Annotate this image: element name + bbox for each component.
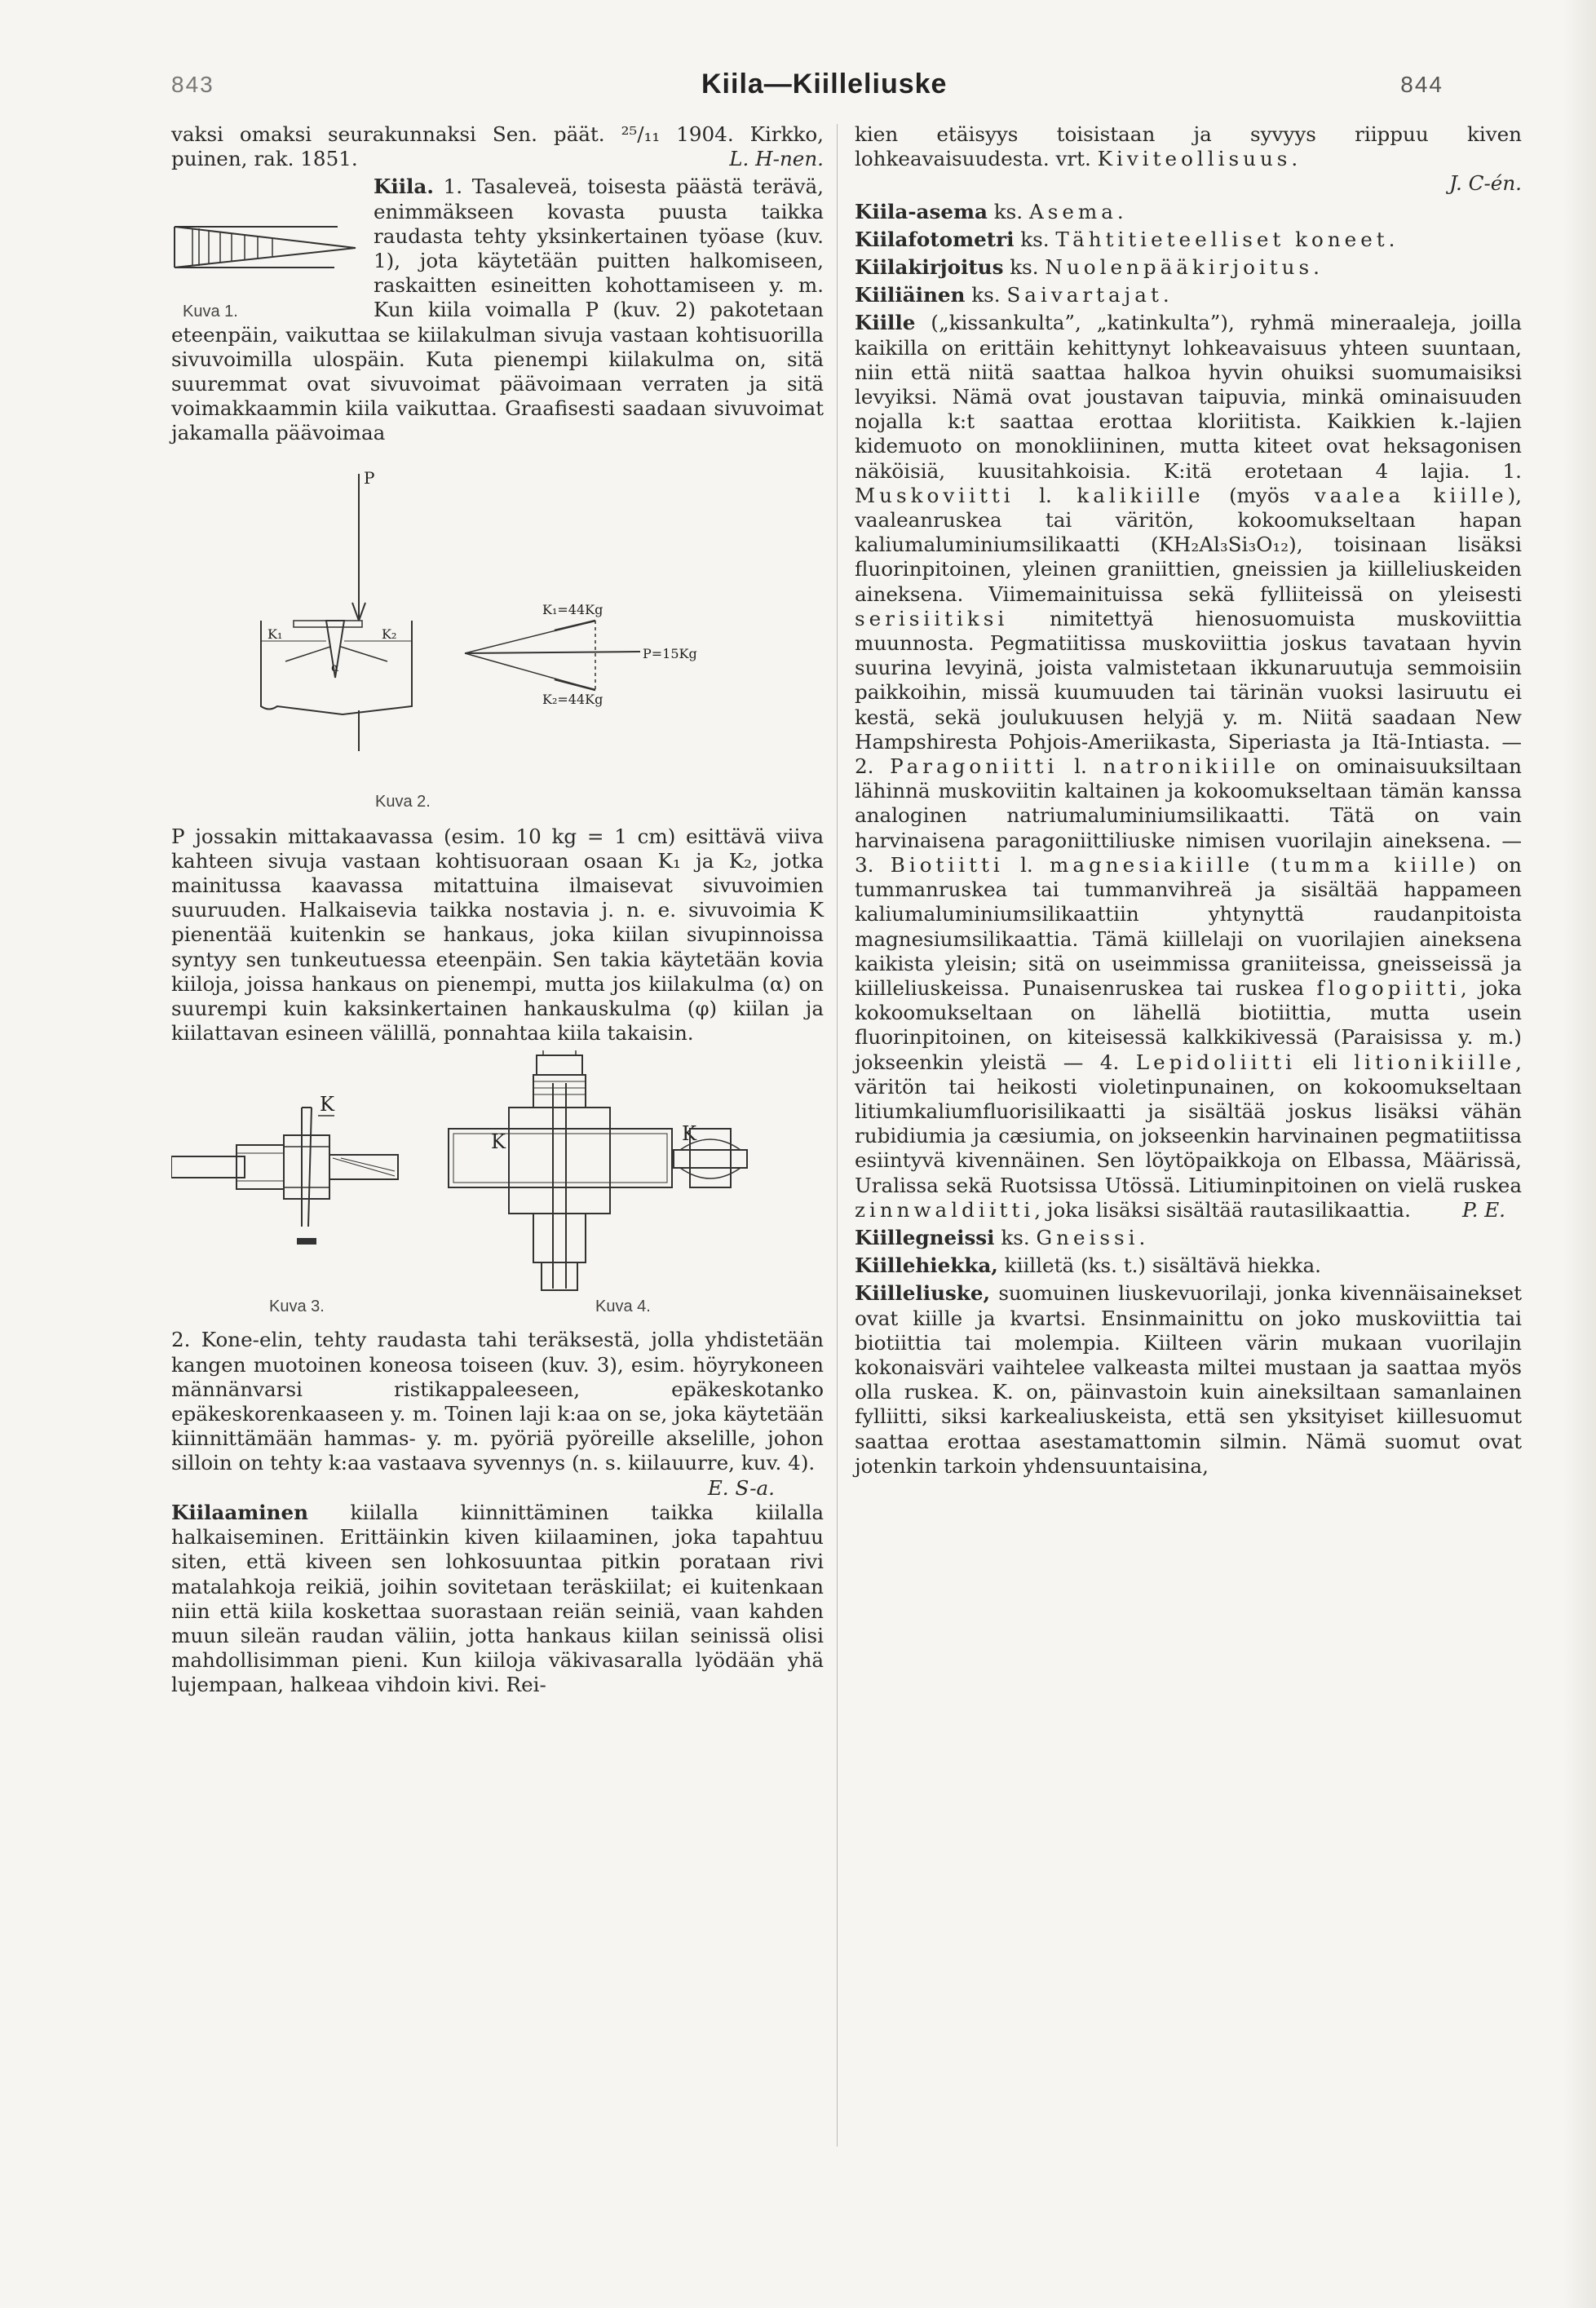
label-k1-value: K₁=44Kg [542, 601, 603, 617]
key-joint-figures [171, 1050, 824, 1320]
term: Lepidoliitti [1135, 1050, 1297, 1074]
figure-4-label-k-right: K [682, 1122, 696, 1146]
entry-text: nimitettyä hienosuomuista muskoviittia muunnosta. Pegmatiitissa muskoviittia joskus tavataan hyvin suurina levyinä, joista valmistetaan ikkunaruutuja semmoisiin paikkoihin, missä kuumuuden tai tärinän vuoksi lasiruutu ei kestä, sekä joulukuusen helyjä y. m. Niitä saadaan New Hampshiresta Pohjois-Ameriikasta, Siperiasta ja Itä-Intiasta. — 2. [855, 606, 1522, 779]
entry-text: (myös [1229, 483, 1290, 507]
term: Muskoviitti [855, 483, 1015, 507]
entry-text: on tummanruskea tai tummanvihreä ja sisältää happameen kaliumaluminiumsilikaattiin yhtynyttä raudanpitoista magnesiumsilikaattia. Tämä kiillelaji on vuorilajien aineksena kaikista yleisin; sitä on useimmissa graniiteissa, gneisseissä ja kiilleliuskeissa. Punaisenruskea tai ruskea [855, 852, 1522, 1000]
right-column [855, 122, 1522, 1479]
entry-text: ks. [971, 283, 1001, 307]
entry-kiille [855, 311, 1522, 1223]
entry-text: l. [1074, 754, 1087, 779]
entry-head: Kiilafotometri [855, 227, 1015, 251]
figure-3-caption: Kuva 3. [269, 1298, 325, 1316]
term: serisiitiksi [855, 606, 1009, 630]
signature: E. S-a. [707, 1475, 775, 1500]
entry-kiila-2 [171, 1328, 824, 1500]
term: Biotiitti [890, 852, 1004, 877]
entry-head: Kiilakirjoitus [855, 255, 1004, 280]
entry-text: on ominaisuuksiltaan lähinnä muskoviitin kaltainen ja kokoomukseltaan tämän kanssa analoginen natriumaluminiumsilikaatti. Tätä on vain harvinaisena paragoniittiliuske nimisen vuorilajin aineksena. — 3. [855, 754, 1522, 877]
entry-head: Kiillehiekka, [855, 1253, 998, 1278]
signature: L. H-nen. [729, 147, 824, 171]
label-alpha: α [331, 661, 339, 674]
entry-text: , joka lisäksi sisältää rautasilikaattia. [1034, 1197, 1411, 1222]
cross-reference: Saivartajat. [1006, 283, 1174, 307]
page-header [171, 69, 1443, 104]
entry-head: Kiila-asema [855, 199, 988, 223]
label-p-value: P=15Kg [643, 645, 697, 661]
entry-head: Kiilleliuske, [855, 1281, 991, 1306]
entry-text: , väritön tai heikosti violetinpunainen, on kokoomukseltaan litiumkaliumfluorisilikaatti ja sisältää joskus lisäksi vähän rubidiumia ja cæsiumia, on jokseenkin harvinainen pegmatiitissa esiintyvä kivennäinen. Sen löytöpaikkoja on Elbassa, Määrissä, Uralissa sekä Ruotsissa Utössä. Litiuminpitoinen on vielä ruskea [855, 1050, 1522, 1197]
entry-continuation [171, 122, 824, 171]
wedge-force-diagram [171, 458, 824, 816]
entry-text: kiilletä (ks. t.) sisältävä hiekka. [1004, 1253, 1321, 1278]
term: Paragoniitti [890, 754, 1059, 779]
term: kalikiille [1077, 483, 1205, 507]
entry-text: 2. Kone-elin, tehty raudasta tahi teräksestä, jolla yhdistetään kangen muotoinen koneosa toiseen (kuv. 3), esim. höyrykoneen männänvarsi ristikappaleeseen, epäkeskotanko epäkeskorenkaaseen y. m. Toinen laji k:aa on se, joka käytetään kiinnittämään hammas- y. m. pyöriä pyöreille akselille, johon silloin on tehty k:aa vastaava syvennys (n. s. kiilauurre, kuv. 4). [171, 1328, 824, 1475]
entry-head: Kiilaaminen [171, 1500, 309, 1524]
entry-kiila-asema [855, 200, 1522, 224]
cross-reference: Kiviteollisuus. [1097, 147, 1302, 171]
entry-kiiliainen [855, 283, 1522, 307]
entry-head-kiila: Kiila. [374, 175, 434, 199]
entry-text: eli [1312, 1050, 1337, 1074]
figure-2-caption: Kuva 2. [375, 792, 431, 811]
entry-kiilafotometri [855, 228, 1522, 252]
figure-1 [171, 176, 364, 321]
continuation-text: vaksi omaksi seurakunnaksi Sen. päät. ²⁵/₁₁ 1904. Kirkko, puinen, rak. 1851. [171, 122, 824, 171]
entry-kiila-cont [171, 825, 824, 1046]
wedge-figure-1 [171, 176, 364, 321]
label-k2-value: K₂=44Kg [542, 691, 603, 707]
running-title: Kiila—Kiilleliuske [701, 69, 948, 99]
page-number-right: 844 [1400, 72, 1443, 97]
figure-4-caption: Kuva 4. [595, 1298, 651, 1316]
cross-reference: Nuolenpääkirjoitus. [1045, 255, 1324, 280]
entry-kiilaaminen [171, 1501, 824, 1698]
entry-kiilakirjoitus [855, 255, 1522, 280]
figure-2 [171, 458, 824, 816]
entry-text: ), vaaleanruskea tai väritön, kokoomukseltaan hapan kaliumaluminiumsilikaatti (KH₂Al₃Si₃O₁₂), toisinaan lisäksi fluorinpitoinen, yleinen graniittien, gneissien ja kiilleliuskeiden aineksena. Viimemainituissa sekä fylliiteissä on yleisesti [855, 483, 1522, 606]
term: vaalea kiille [1314, 483, 1508, 507]
figure-1-caption: Kuva 1. [183, 303, 238, 321]
entry-text: , joka kokoomukseltaan on lähellä biotiittia, mutta usein fluorinpitoinen, on kiteisessä kalkkikivessä (Paraisissa y. m.) jokseenkin yleistä — 4. [855, 975, 1522, 1074]
signature: J. C-én. [1449, 171, 1522, 196]
entry-text: l. [1020, 852, 1033, 877]
entry-head: Kiiliäinen [855, 283, 966, 307]
figure-3-label-k: K [320, 1093, 334, 1116]
entry-text: ks. [1020, 227, 1050, 251]
entry-kiillehiekka [855, 1253, 1522, 1278]
label-k2: K₂ [382, 626, 397, 642]
signature: P. E. [1462, 1197, 1505, 1222]
entry-text: ks. [1010, 255, 1039, 280]
page-edge [1563, 0, 1596, 2308]
entry-head: Kiille [855, 311, 916, 335]
entry-text: kien etäisyys toisistaan ja syvyys riippuu kiven lohkeavaisuudesta. vrt. [855, 122, 1522, 171]
cross-reference: Gneissi. [1036, 1225, 1150, 1249]
term: natronikiille [1103, 754, 1280, 779]
entry-text: 1. Tasaleveä, toisesta päästä terävä, enimmäkseen kovasta puusta taikka raudasta tehty yksinkertainen työase (kuv. 1), jota käytetään puitten halkomiseen, raskaitten esineitten kohottamiseen y. m. Kun kiila voimalla P (kuv. 2) pakotetaan eteenpäin, vaikuttaa se kiilakulman sivuja vastaan kohtisuorilla sivuvoimilla ulospäin. Kuta pienempi kiilakulma on, sitä suuremmat ovat sivuvoimat päävoimaan verraten ja sitä voimakkaammin kiila vaikuttaa. Graafisesti saadaan sivuvoimat jakamalla päävoimaa [171, 175, 824, 445]
entry-text: ks. [993, 199, 1023, 223]
entry-text: P jossakin mittakaavassa (esim. 10 kg = 1 cm) esittävä viiva kahteen sivuja vastaan kohtisuoraan osaan K₁ ja K₂, jotka mainitussa kaavassa mitattuina ilmaisevat sivuvoimien suuruuden. Halkaisevia taikka nostavia j. n. e. sivuvoimia K pienentää kuitenkin se hankaus, joka kiilan sivupinnoissa syntyy sen tunkeutuessa eteenpäin. Sen takia käytetään kovia kiiloja, joissa hankaus on pienempi, mutta jos kiilakulma (α) on suurempi kuin kaksinkertainen hankauskulma (φ) kiilan ja kiilattavan esineen välillä, ponnahtaa kiila takaisin. [171, 824, 824, 1046]
label-k1: K₁ [267, 626, 283, 642]
entry-text: kiilalla kiinnittäminen taikka kiilalla halkaiseminen. Erittäinkin kiven kiilaaminen, joka tapahtuu siten, että kiveen sen lohkosuuntaa pitkin porataan rivi matalahkoja reikiä, joihin sovitetaan teräskiilat; ei kuitenkaan niin että kiila koskettaa suorastaan reiän seiniä, vaan kahden muun sileän raudan väliin, jotta hankaus kiilan seinissä olisi mahdollisimman pieni. Kun kiiloja väkivasaralla lyödään yhä lujempaan, halkeaa vihdoin kivi. Rei- [171, 1500, 824, 1697]
entry-continuation [855, 122, 1522, 171]
figure-4-label-k-left: K [491, 1130, 506, 1154]
column-divider [837, 124, 838, 2147]
page-number-left: 843 [171, 72, 214, 97]
term: litionikiille [1354, 1050, 1516, 1074]
term: magnesiakiille [1050, 852, 1254, 877]
entry-text: l. [1039, 483, 1052, 507]
cross-reference: Tähtitieteelliset koneet. [1055, 227, 1399, 251]
label-p: P [364, 467, 375, 488]
left-column [171, 122, 824, 1698]
term: (tumma kiille) [1270, 852, 1480, 877]
entry-kiilleliuske [855, 1281, 1522, 1479]
cross-reference: Asema. [1028, 199, 1128, 223]
term: zinnwaldiitti [855, 1197, 1035, 1222]
entry-text: („kissankulta”, „katinkulta”), ryhmä mineraaleja, joilla kaikilla on erittäin kehittynyt lohkeavaisuus yhteen suuntaan, niin että niitä saattaa halkoa hyvin ohuiksi suomumaisiksi levyiksi. Nämä ovat joustavan taipuvia, minkä ominaisuuden nojalla k:t saattaa erottaa kloriitista. Kaikkien k.-lajien kidemuoto on monokliininen, mutta kiteet ovat heksagonisen näköisiä, kuusitahkoisia. K:itä erotetaan 4 lajia. 1. [855, 311, 1522, 483]
entry-text: suomuinen liuskevuorilaji, jonka kivennäisainekset ovat kiille ja kvartsi. Ensinmainittu on joko muskoviittia tai biotiittia tai molempia. Kiilteen värin mukaan vuorilajin kokonaisväri vaihtelee valkeasta miltei mustaan ja saattaa myös olla ruskea. K. on, päinvastoin kuin aineksiltaan samanlainen fylliitti, siksi karkealiuskeista, että sen yksityiset kiillesuomut saattaa erottaa asestamattomin silmin. Nämä suomut ovat jotenkin tarkoin yhdensuuntaisina, [855, 1281, 1522, 1478]
figures-3-4 [171, 1050, 824, 1320]
entry-text: ks. [1001, 1225, 1030, 1249]
term: flogopiitti [1316, 975, 1461, 1000]
entry-kiila [171, 175, 824, 445]
entry-kiillegneissi [855, 1226, 1522, 1250]
entry-head: Kiillegneissi [855, 1225, 995, 1249]
